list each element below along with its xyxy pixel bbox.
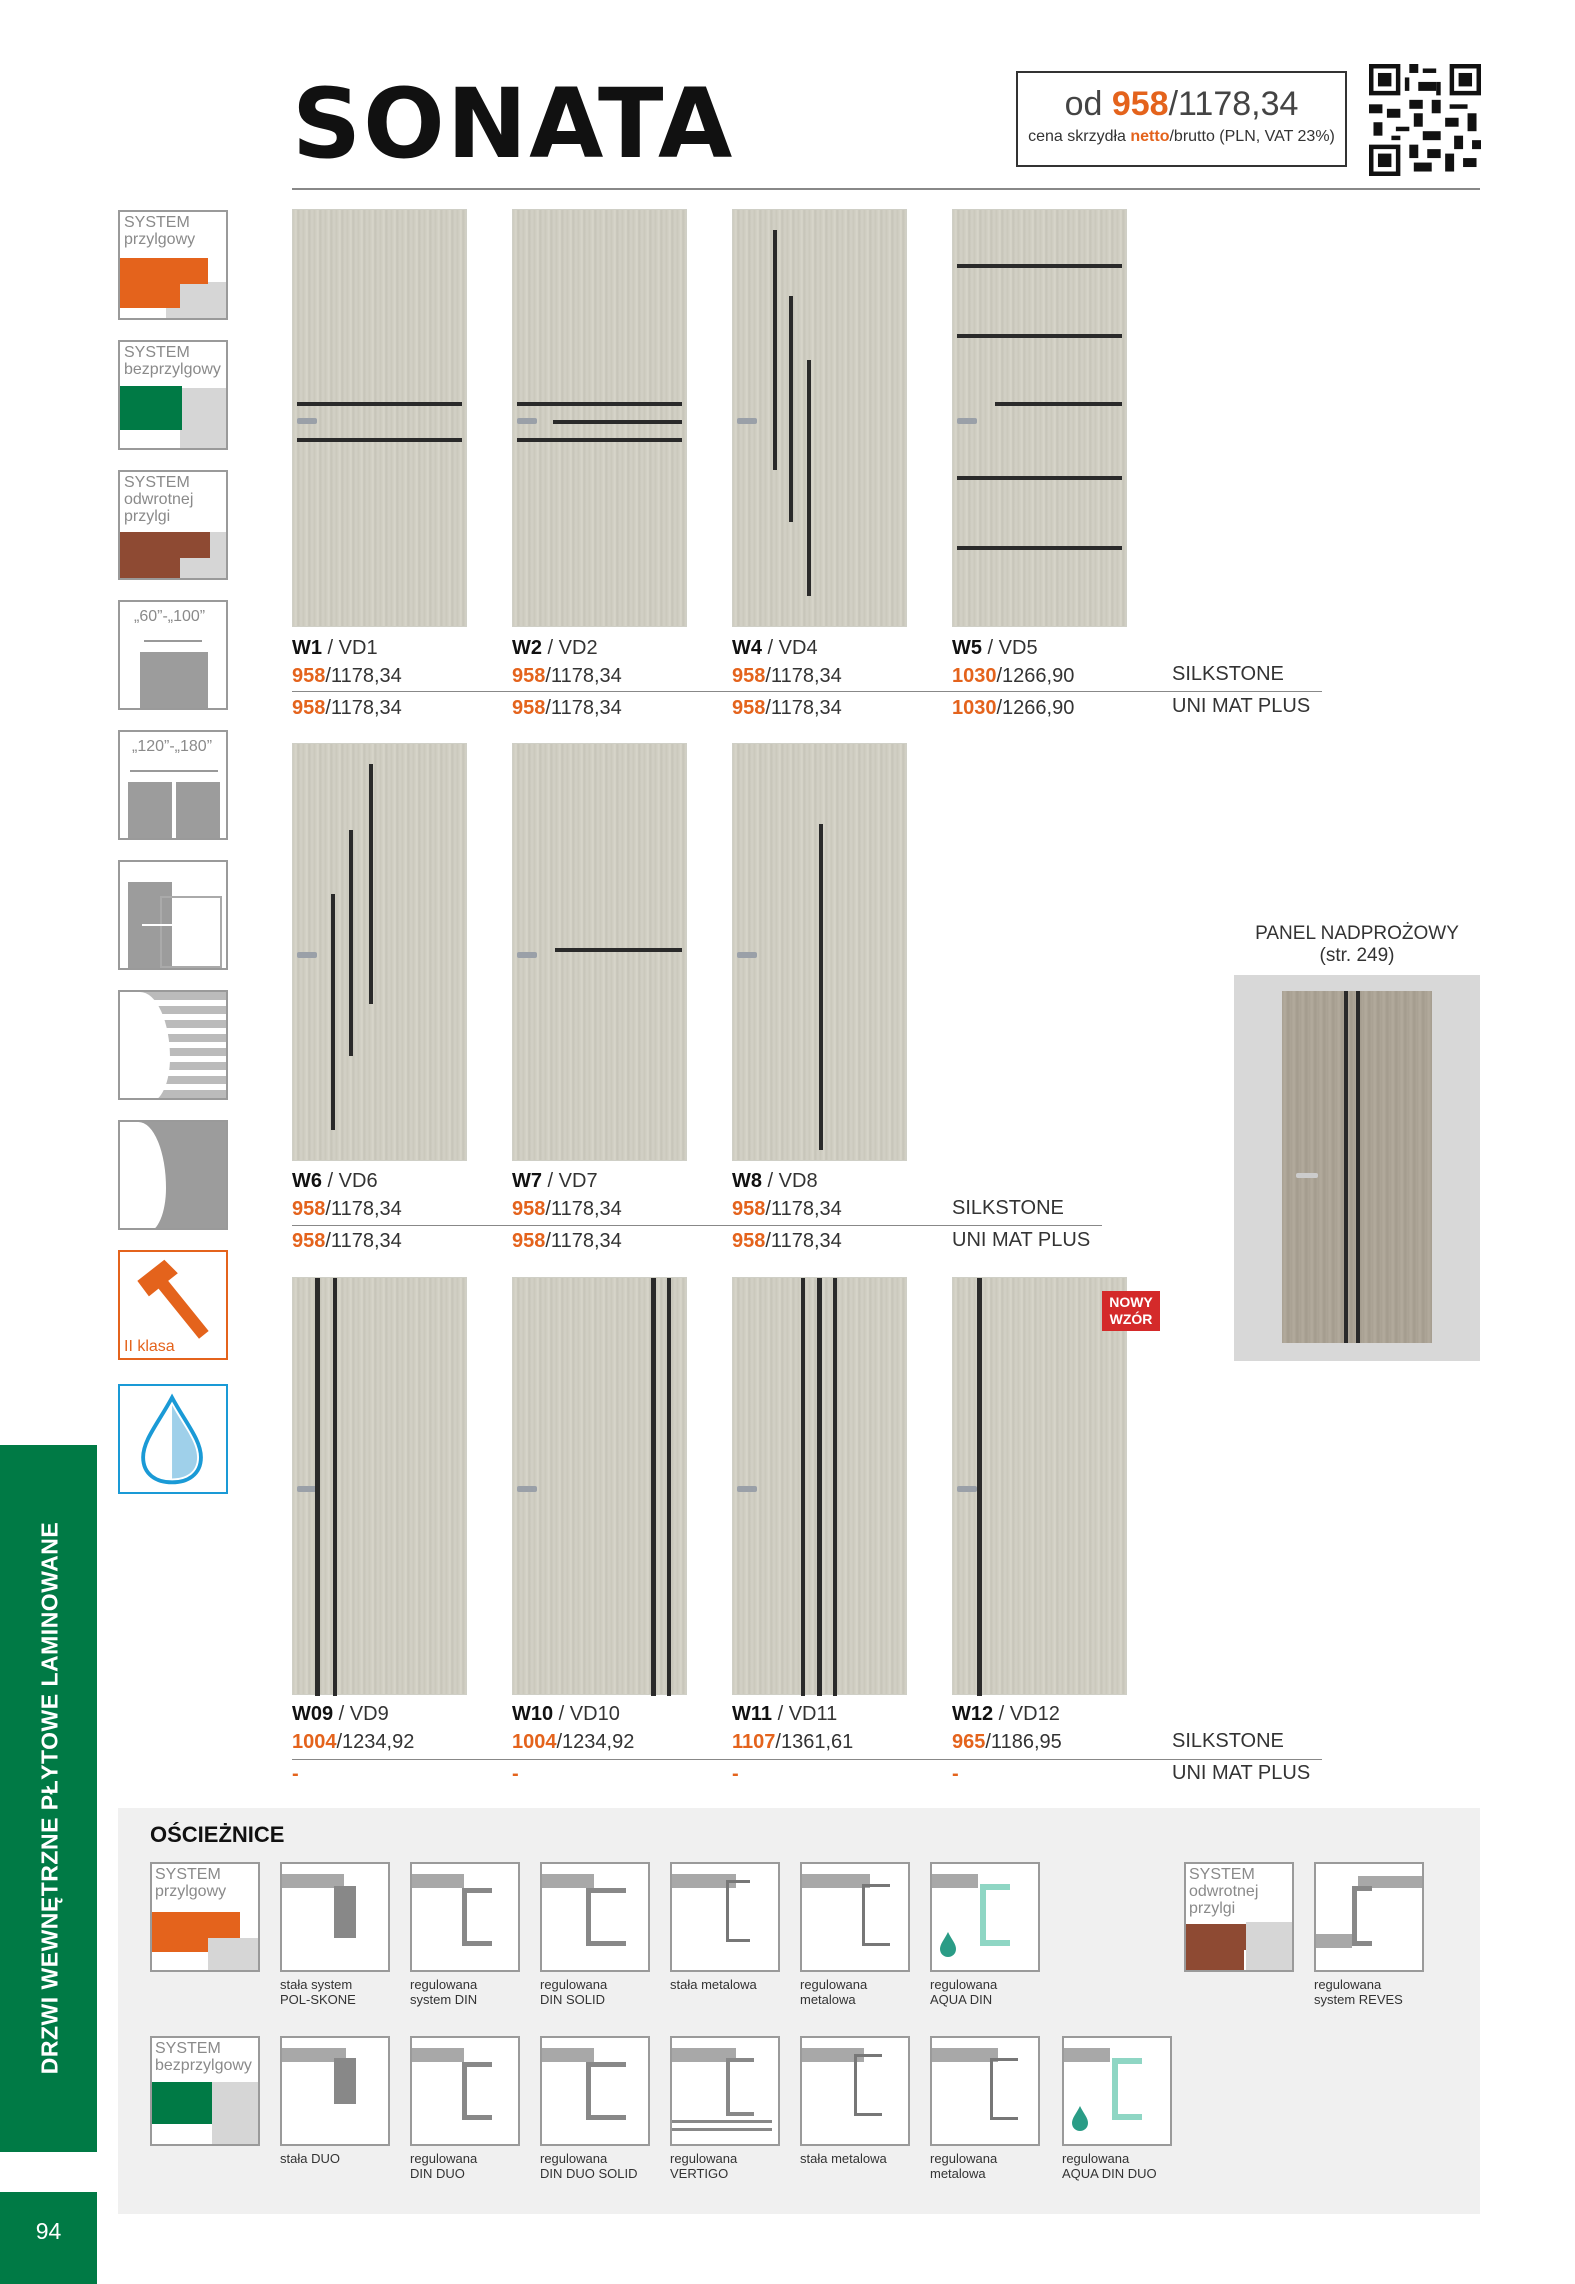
- door-caption-w8: W8 / VD8 958/1178,34 958/1178,34: [732, 1170, 842, 1252]
- frame-profile-regulowana-din[interactable]: [410, 1862, 520, 1972]
- frames-system-odwrotnej-icon: SYSTEM odwrotnej przylgi: [1184, 1862, 1294, 1972]
- door-image-w8[interactable]: [732, 743, 907, 1161]
- frame-profile-stala-pol-skone[interactable]: [280, 1862, 390, 1972]
- finish-silkstone: SILKSTONE: [1172, 663, 1284, 685]
- frame-label: stała system POL-SKONE: [280, 1977, 356, 2007]
- frame-label: regulowana VERTIGO: [670, 2151, 738, 2181]
- system-przylgowy-icon: SYSTEM przylgowy: [118, 210, 228, 320]
- frames-system-bezprzylgowy-icon: SYSTEM bezprzylgowy: [150, 2036, 260, 2146]
- door-caption-w10: W10 / VD10 1004/1234,92 -: [512, 1703, 635, 1785]
- hammer-icon: II klasa: [118, 1250, 228, 1360]
- frame-label: stała metalowa: [670, 1977, 757, 1992]
- door-image-w4[interactable]: [732, 209, 907, 627]
- door-caption-w12: W12 / VD12 965/1186,95 -: [952, 1703, 1062, 1785]
- transom-panel-image[interactable]: [1234, 975, 1480, 1361]
- new-model-badge: NOWY WZÓR: [1102, 1291, 1160, 1331]
- door-caption-w2: W2 / VD2 958/1178,34 958/1178,34: [512, 637, 622, 719]
- page-number: 94: [35, 2218, 62, 2244]
- frame-label: regulowana system DIN: [410, 1977, 478, 2007]
- frame-label: regulowana DIN DUO SOLID: [540, 2151, 638, 2181]
- frame-profile-regulowana-din-duo-solid[interactable]: [540, 2036, 650, 2146]
- sliding-door-icon: [118, 860, 228, 970]
- finish-uni-mat-plus: UNI MAT PLUS: [952, 1229, 1091, 1251]
- honeycomb-fill-icon: [118, 990, 228, 1100]
- system-bezprzylgowy-icon: SYSTEM bezprzylgowy: [118, 340, 228, 450]
- door-caption-w4: W4 / VD4 958/1178,34 958/1178,34: [732, 637, 842, 719]
- door-image-w2[interactable]: [512, 209, 687, 627]
- door-image-w09[interactable]: [292, 1277, 467, 1695]
- qr-code-icon[interactable]: [1369, 64, 1481, 176]
- door-image-w12[interactable]: [952, 1277, 1127, 1695]
- frame-label: stała DUO: [280, 2151, 340, 2166]
- frame-profile-regulowana-vertigo[interactable]: [670, 2036, 780, 2146]
- frame-profile-stala-metalowa[interactable]: [670, 1862, 780, 1972]
- frame-profile-regulowana-metalowa-duo[interactable]: [930, 2036, 1040, 2146]
- door-caption-w11: W11 / VD11 1107/1361,61 -: [732, 1703, 854, 1785]
- frame-label: regulowana system REVES: [1314, 1977, 1403, 2007]
- door-image-w1[interactable]: [292, 209, 467, 627]
- title-divider: [292, 188, 1480, 190]
- page-title: SONATA: [292, 68, 735, 180]
- door-caption-w09: W09 / VD9 1004/1234,92 -: [292, 1703, 415, 1785]
- finish-silkstone: SILKSTONE: [1172, 1730, 1284, 1752]
- door-caption-w6: W6 / VD6 958/1178,34 958/1178,34: [292, 1170, 402, 1252]
- price-main: od 958/1178,34: [1064, 85, 1299, 123]
- section-label: DRZWI WEWNĘTRZNE PŁYTOWE LAMINOWANE: [36, 1521, 63, 2075]
- frame-label: regulowana AQUA DIN DUO: [1062, 2151, 1157, 2181]
- frame-profile-stala-duo[interactable]: [280, 2036, 390, 2146]
- door-image-w6[interactable]: [292, 743, 467, 1161]
- frame-label: regulowana metalowa: [930, 2151, 998, 2181]
- chipboard-fill-icon: [118, 1120, 228, 1230]
- price-row-divider: [292, 691, 1322, 692]
- price-box: [1016, 71, 1347, 167]
- price-row-divider: [292, 1225, 1102, 1226]
- double-door-width-icon: „120”-„180”: [118, 730, 228, 840]
- price-note: cena skrzydła netto/brutto (PLN, VAT 23%): [1028, 128, 1335, 145]
- aqua-drop-icon: [1070, 2106, 1090, 2132]
- finish-silkstone: SILKSTONE: [952, 1197, 1064, 1219]
- frames-system-przylgowy-icon: SYSTEM przylgowy: [150, 1862, 260, 1972]
- water-drop-icon: [118, 1384, 228, 1494]
- panel-title: PANEL NADPROŻOWY (str. 249): [1255, 923, 1459, 966]
- frame-profile-regulowana-aqua-din-duo[interactable]: [1062, 2036, 1172, 2146]
- door-caption-w5: W5 / VD5 1030/1266,90 1030/1266,90: [952, 637, 1075, 719]
- door-image-w10[interactable]: [512, 1277, 687, 1695]
- frame-profile-regulowana-metalowa[interactable]: [800, 1862, 910, 1972]
- frame-profile-regulowana-din-duo[interactable]: [410, 2036, 520, 2146]
- single-door-width-icon: „60”-„100”: [118, 600, 228, 710]
- frames-title: OŚCIEŻNICE: [150, 1822, 285, 1847]
- frame-profile-stala-metalowa-duo[interactable]: [800, 2036, 910, 2146]
- door-image-w5[interactable]: [952, 209, 1127, 627]
- frame-label: regulowana DIN SOLID: [540, 1977, 608, 2007]
- frame-label: regulowana DIN DUO: [410, 2151, 478, 2181]
- door-image-w7[interactable]: [512, 743, 687, 1161]
- system-odwrotnej-icon: SYSTEM odwrotnej przylgi: [118, 470, 228, 580]
- frame-label: stała metalowa: [800, 2151, 887, 2166]
- frame-label: regulowana metalowa: [800, 1977, 868, 2007]
- aqua-drop-icon: [938, 1932, 958, 1958]
- door-caption-w1: W1 / VD1 958/1178,34 958/1178,34: [292, 637, 402, 719]
- price-row-divider: [292, 1759, 1322, 1760]
- frame-profile-regulowana-aqua-din[interactable]: [930, 1862, 1040, 1972]
- frame-label: regulowana AQUA DIN: [930, 1977, 998, 2007]
- door-image-w11[interactable]: [732, 1277, 907, 1695]
- finish-uni-mat-plus: UNI MAT PLUS: [1172, 695, 1311, 717]
- frame-profile-regulowana-din-solid[interactable]: [540, 1862, 650, 1972]
- door-caption-w7: W7 / VD7 958/1178,34 958/1178,34: [512, 1170, 622, 1252]
- finish-uni-mat-plus: UNI MAT PLUS: [1172, 1762, 1311, 1784]
- frame-profile-regulowana-reves[interactable]: [1314, 1862, 1424, 1972]
